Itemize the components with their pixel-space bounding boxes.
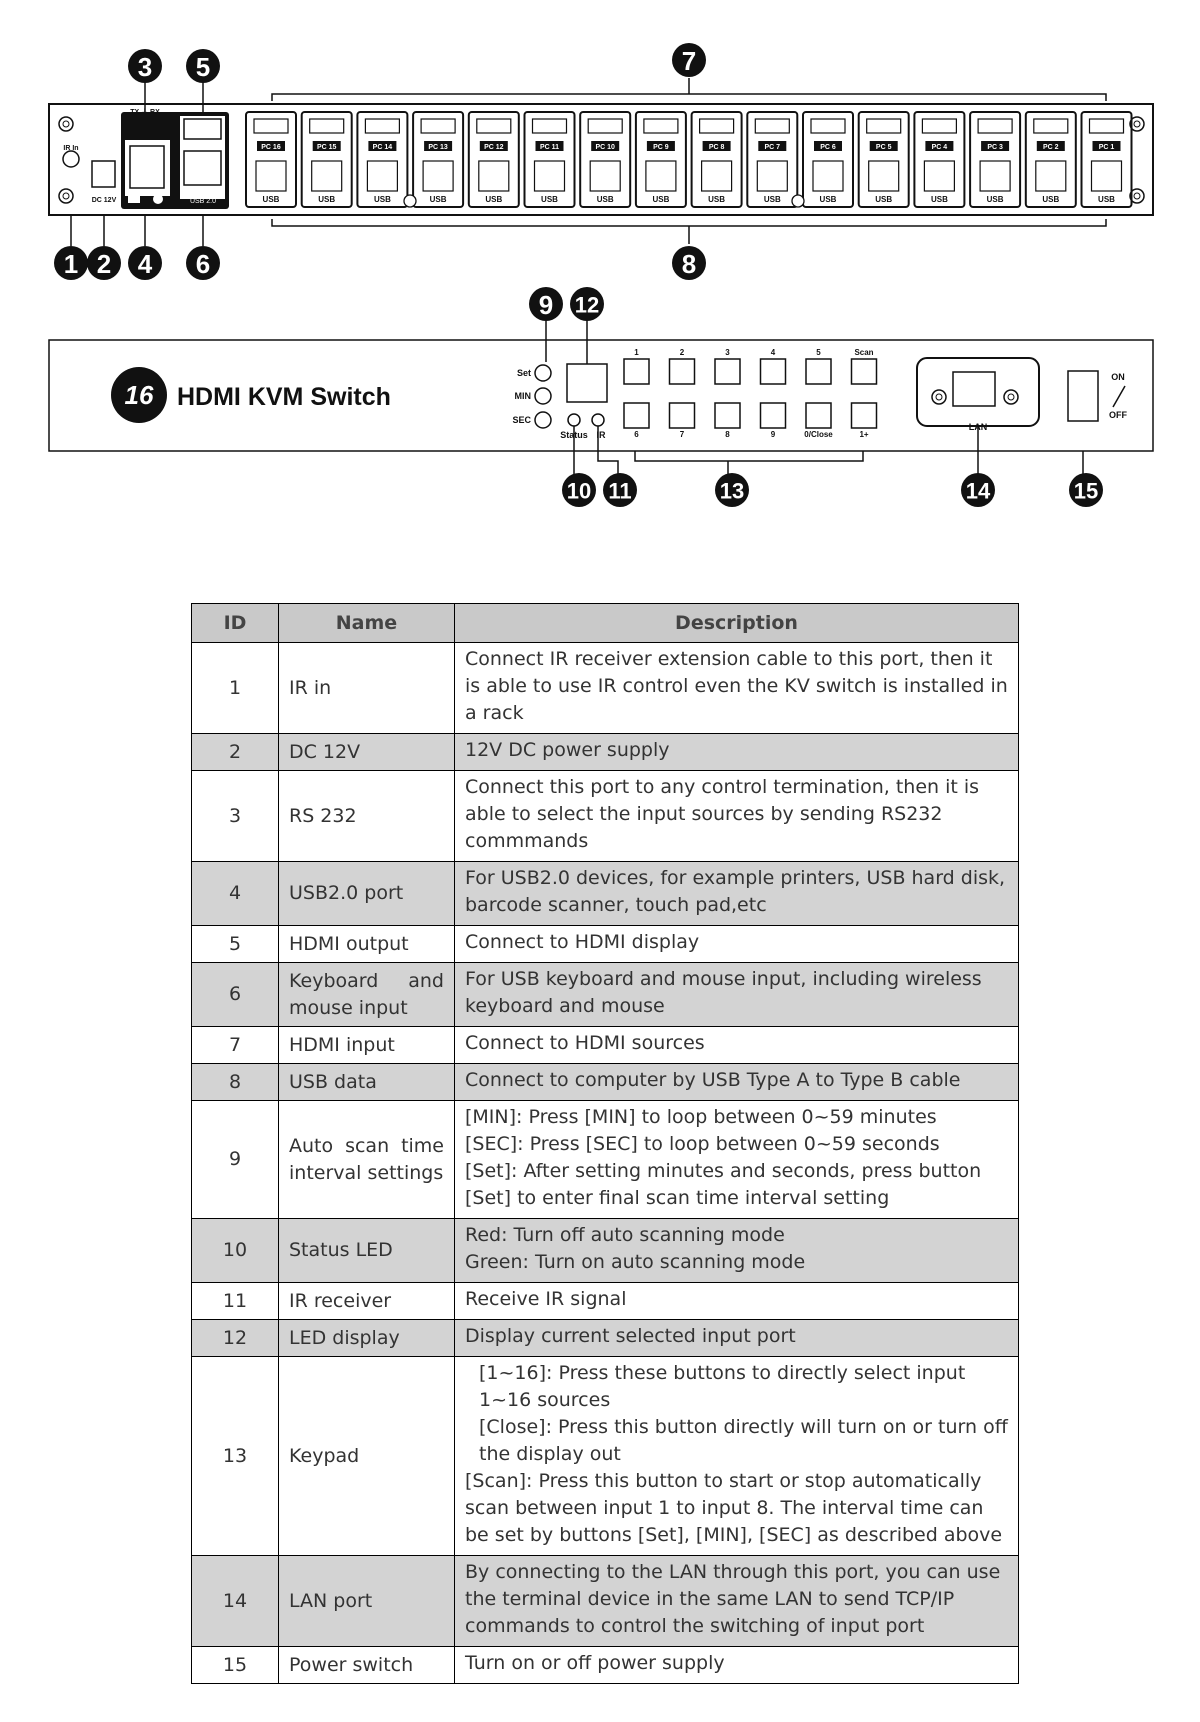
power-switch [1068,371,1098,421]
row-name: HDMI input [279,1027,455,1064]
description-line: [MIN]: Press [MIN] to loop between 0~59 minutes [465,1106,937,1128]
row-name: IR in [279,643,455,734]
keypad-label: 3 [725,348,730,357]
pc-port-label: PC 16 [261,144,281,151]
usb-port-label: USB [429,195,447,204]
keypad-label: 5 [816,348,821,357]
rear-panel [49,78,1153,246]
lan-label: LAN [968,422,988,432]
keypad-button [852,359,877,384]
table-row [192,1027,1019,1064]
description-line: [Close]: Press this button directly will turn on or turn off the display out [479,1416,1008,1465]
pc-port-label: PC 1 [1098,144,1115,151]
hdmi-input-port [755,119,789,133]
description-line: Connect to computer by USB Type A to Type B cable [465,1069,961,1091]
row-description [455,926,1019,963]
usb-data-port [813,161,843,191]
usb-data-port [479,161,509,191]
table-row [192,963,1019,1027]
pc-port-group [469,112,519,207]
row-description [455,1647,1019,1684]
pc-port-label: PC 8 [708,144,725,151]
keypad-button [761,403,786,428]
row-id: 10 [192,1219,279,1283]
pc-port-group [413,112,463,207]
pc-port-label: PC 4 [931,144,948,151]
svg-text:10: 10 [566,478,592,504]
pc-port-label: PC 11 [539,144,560,151]
keypad-label: 0/Close [804,430,833,439]
svg-text:14: 14 [965,478,991,504]
row-name: Status LED [279,1219,455,1283]
keypad-button [806,403,831,428]
row-name: LAN port [279,1556,455,1647]
usb-data-port [924,161,954,191]
description-line: Red: Turn off auto scanning mode [465,1224,785,1246]
description-line: 12V DC power supply [465,739,670,761]
keypad-label: 4 [770,348,776,357]
usb-port-label: USB [708,195,726,204]
hdmi-input-port [811,119,845,133]
table-row [192,1101,1019,1219]
logo-number: 16 [124,380,154,410]
svg-text:8: 8 [681,249,697,279]
svg-text:15: 15 [1073,478,1099,504]
keypad-label: 2 [679,348,685,357]
keypad-label: 7 [679,430,685,439]
usb-data-port [646,161,676,191]
pc-port-group [914,112,964,207]
row-name: USB data [279,1064,455,1101]
usb-port-label: USB [485,195,503,204]
svg-text:2: 2 [96,249,112,279]
row-description [455,1283,1019,1320]
callout-11 [603,473,637,507]
hdmi-input-port [421,119,455,133]
usb-data-port [535,161,565,191]
callout-1 [54,246,88,280]
pc-port-label: PC 2 [1043,144,1059,151]
pc-port-label: PC 9 [653,144,669,151]
description-line: Display current selected input port [465,1325,796,1347]
usb-data-port [757,161,787,191]
rack-screw-icon [59,189,73,203]
keypad-button [624,359,649,384]
spec-table [191,603,1019,1684]
usb-data-port [980,161,1010,191]
pc-port-group [302,112,352,207]
hdmi-input-port [310,119,344,133]
rack-screw-icon [792,195,804,207]
output-label: Output [192,140,214,147]
callout-9 [529,287,563,321]
product-title: HDMI KVM Switch [177,383,391,411]
min-button [535,388,551,404]
row-id: 6 [192,963,279,1027]
usb-data-port [312,161,342,191]
row-description [455,1320,1019,1357]
description-line: By connecting to the LAN through this port, you can use the terminal device in the same LAN to send TCP/IP commands to control the switching of input port [465,1561,1001,1637]
pc-port-label: PC 7 [764,144,781,151]
lan-port [917,358,1039,426]
on-label: ON [1111,372,1125,382]
usb-port-label: USB [596,195,614,204]
hdmi-input-port [1034,119,1068,133]
description-line: Connect IR receiver extension cable to this port, then it is able to use IR control even the KV switch is installed in a rack [465,648,1008,724]
usb-data-port [869,161,899,191]
hdmi-input-port [922,119,956,133]
callout-10 [562,473,596,507]
svg-text:5: 5 [195,52,211,82]
description-line: [1~16]: Press these buttons to directly select input 1~16 sources [479,1362,966,1411]
keyboard-icon [128,196,140,203]
pc-port-label: PC 3 [987,144,1003,151]
keypad-label: 9 [770,430,776,439]
description-line: Receive IR signal [465,1288,627,1310]
table-row [192,734,1019,771]
row-description [455,734,1019,771]
header-id: ID [192,604,279,643]
row-description [455,963,1019,1027]
pc-port-group [246,112,296,207]
row-description [455,643,1019,734]
pc-port-label: PC 15 [316,144,337,151]
usb-port-label: USB [986,195,1004,204]
mouse-icon [153,194,163,204]
table-row [192,1320,1019,1357]
row-id: 8 [192,1064,279,1101]
svg-text:13: 13 [719,478,745,504]
sec-button [535,412,551,428]
hdmi-input-port [588,119,622,133]
row-description [455,1027,1019,1064]
row-description [455,1357,1019,1556]
table-row [192,1556,1019,1647]
usb-port-label: USB [1098,195,1115,204]
table-row [192,643,1019,734]
usb-port-label: USB [318,195,336,204]
hdmi-output-port [184,119,221,139]
hdmi-input-port [365,119,399,133]
table-row [192,1357,1019,1556]
hdmi-input-port [1090,119,1124,133]
usb-data-port [702,161,732,191]
usb-port-label: USB [1042,195,1060,204]
pc-port-label: PC 13 [428,144,448,151]
usb-port-label: USB [763,195,781,204]
row-description [455,1064,1019,1101]
status-led [568,414,580,426]
row-name: Keypad [279,1357,455,1556]
row-name: HDMI output [279,926,455,963]
status-label: Status [560,430,588,440]
row-id: 13 [192,1357,279,1556]
callout-8 [672,246,706,280]
usb2-port [130,146,164,188]
svg-text:12: 12 [574,292,600,318]
pc-port-group [803,112,853,207]
keypad-label: Scan [854,348,874,357]
svg-text:1: 1 [63,249,79,279]
table-row [192,1647,1019,1684]
row-description [455,1219,1019,1283]
callout-3 [128,49,162,83]
svg-text:7: 7 [681,46,697,76]
set-button [535,365,551,381]
table-row [192,1219,1019,1283]
row-name: IR receiver [279,1283,455,1320]
row-name: Auto scan time interval settings [279,1101,455,1219]
off-label: OFF [1109,410,1127,420]
keypad-button [715,359,740,384]
keypad-button [624,403,649,428]
row-id: 12 [192,1320,279,1357]
keypad-button [806,359,831,384]
description-line: Connect this port to any control termination, then it is able to select the input sources by sending RS232 commmands [465,776,980,852]
row-id: 11 [192,1283,279,1320]
keypad-label: 8 [725,430,730,439]
description-line: Connect to HDMI display [465,931,700,953]
hdmi-input-port [644,119,678,133]
svg-text:9: 9 [538,290,554,320]
pc-port-group [1082,112,1132,207]
header-name: Name [279,604,455,643]
hdmi-input-port [533,119,567,133]
row-description [455,771,1019,862]
hdmi-input-port [978,119,1012,133]
table-row [192,862,1019,926]
rack-screw-icon [59,117,73,131]
row-name: DC 12V [279,734,455,771]
description-line: For USB keyboard and mouse input, including wireless keyboard and mouse [465,968,982,1017]
row-name: LED display [279,1320,455,1357]
pc-port-group [525,112,575,207]
min-label: MIN [514,391,531,401]
keypad-button [715,403,740,428]
row-name: Keyboard and mouse input [279,963,455,1027]
svg-text:11: 11 [608,478,632,504]
sec-label: SEC [512,415,531,425]
keypad-label: 1 [634,348,639,357]
row-name: RS 232 [279,771,455,862]
pc-port-group [1026,112,1076,207]
panel-diagram [0,0,1200,560]
row-description [455,1556,1019,1647]
callout-14 [961,473,995,507]
rs232-label: TX ⏚ RX [130,109,160,116]
row-description [455,1101,1019,1219]
table-row [192,1064,1019,1101]
row-description [455,862,1019,926]
header-description: Description [455,604,1019,643]
pc-port-label: PC 12 [484,144,504,151]
usb-data-port [367,161,397,191]
svg-text:6: 6 [195,249,211,279]
ir-in-port [63,151,79,167]
usb-port-label: USB [541,195,558,204]
row-id: 15 [192,1647,279,1684]
description-line: [SEC]: Press [SEC] to loop between 0~59 seconds [465,1133,940,1155]
row-name: Power switch [279,1647,455,1684]
pc-port-group [970,112,1020,207]
pc-port-group [580,112,630,207]
pc-port-group [859,112,909,207]
keypad-button [670,403,695,428]
callout-7 [672,43,706,77]
pc-port-label: PC 6 [820,144,836,151]
keypad-label: 1+ [859,430,869,439]
pc-port-group [357,112,407,207]
keyboard-mouse-port [184,151,221,185]
ir-label: IR [596,430,606,440]
description-line: [Set]: After setting minutes and seconds, press button [Set] to enter final scan time interval setting [465,1160,982,1209]
pc-port-group [692,112,742,207]
hdmi-input-port [254,119,288,133]
ir-in-label: IR In [63,145,79,152]
row-id: 3 [192,771,279,862]
usb-port-label: USB [652,195,670,204]
keypad-button [761,359,786,384]
callout-4 [128,246,162,280]
table-row [192,926,1019,963]
row-id: 4 [192,862,279,926]
ir-receiver [592,414,604,426]
callout-6 [186,246,220,280]
keypad-button [670,359,695,384]
description-line: Green: Turn on auto scanning mode [465,1251,806,1273]
pc-port-group [636,112,686,207]
usb-data-port [256,161,286,191]
callout-13 [715,473,749,507]
table-row [192,771,1019,862]
callout-12 [570,287,604,321]
description-line: For USB2.0 devices, for example printers, USB hard disk, barcode scanner, touch pad,etc [465,867,1006,916]
hdmi-input-port [867,119,901,133]
keypad-button [852,403,877,428]
hdmi-input-port [700,119,734,133]
row-name: USB2.0 port [279,862,455,926]
usb-port-label: USB [373,195,391,204]
usb-port-label: USB [819,195,837,204]
description-line: Connect to HDMI sources [465,1032,705,1054]
callout-2 [87,246,121,280]
row-id: 9 [192,1101,279,1219]
svg-text:4: 4 [137,249,153,279]
svg-text:3: 3 [137,52,153,82]
callout-5 [186,49,220,83]
usb-data-port [590,161,620,191]
dc-12v-port [92,161,115,187]
set-label: Set [516,368,531,378]
row-id: 7 [192,1027,279,1064]
description-line: Turn on or off power supply [465,1652,725,1674]
pc-port-label: PC 14 [372,144,393,151]
pc-port-label: PC 10 [595,144,615,151]
row-id: 2 [192,734,279,771]
row-id: 14 [192,1556,279,1647]
row-id: 5 [192,926,279,963]
hdmi-input-port [477,119,511,133]
usb-port-label: USB [262,195,280,204]
pc-port-label: PC 5 [875,144,892,151]
keypad-label: 6 [634,430,639,439]
usb2-label: USB 2.0 [189,198,217,205]
usb-port-label: USB [930,195,948,204]
callout-15 [1069,473,1103,507]
rack-screw-icon [404,195,416,207]
row-id: 1 [192,643,279,734]
led-display [567,364,607,402]
pc-port-group [747,112,797,207]
table-row [192,1283,1019,1320]
usb-data-port [423,161,453,191]
table-header-row [192,604,1019,643]
usb-data-port [1092,161,1122,191]
usb-data-port [1036,161,1066,191]
usb-port-label: USB [875,195,893,204]
dc-label: DC 12V [91,197,117,204]
description-line: [Scan]: Press this button to start or stop automatically scan between input 1 to input 8. The interval time can be set by buttons [Set], [MIN], [SEC] as described above [465,1470,1003,1546]
